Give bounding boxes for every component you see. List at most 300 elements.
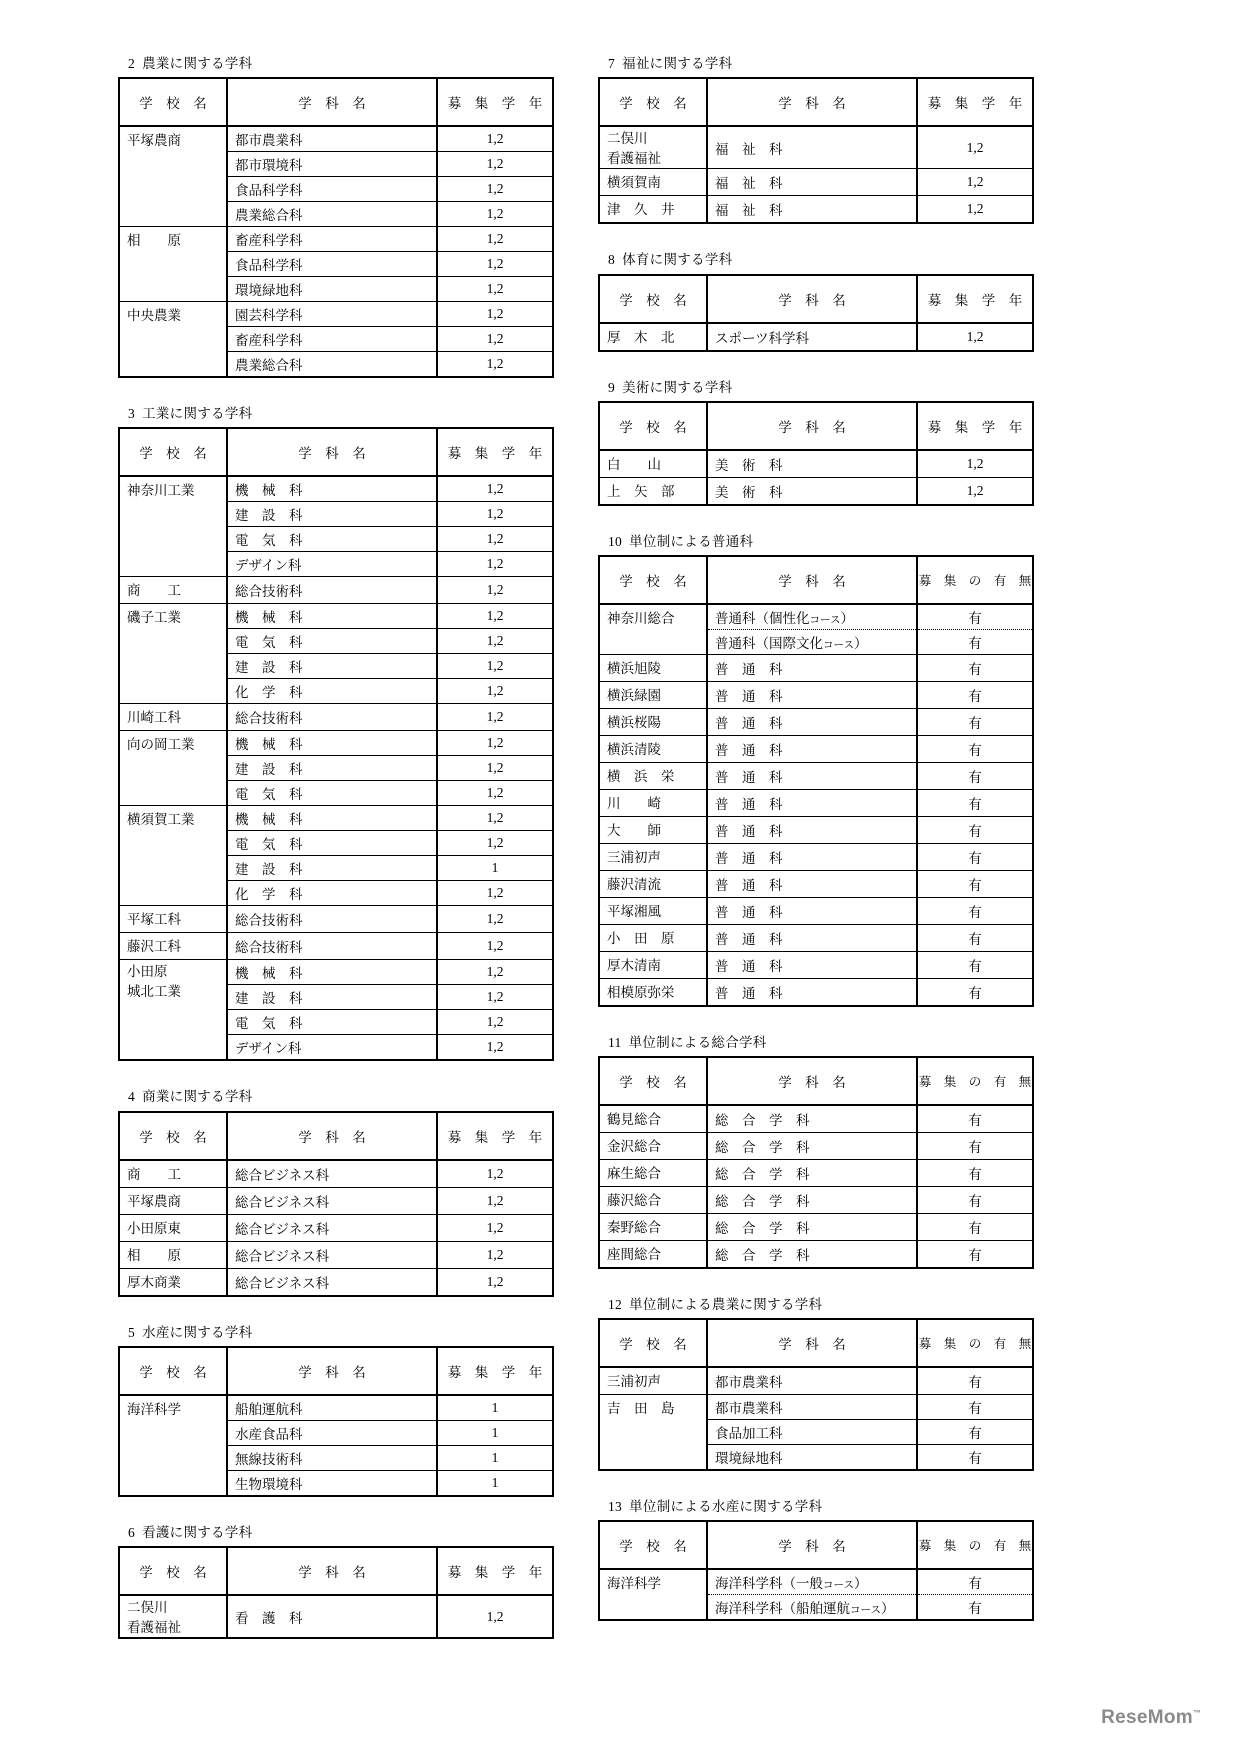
section-7 — [598, 56, 1032, 224]
cell-school-name: 鶴見総合 — [599, 1105, 707, 1133]
section-table — [598, 1056, 1034, 1269]
cell-recruit-value: 1,2 — [437, 552, 553, 577]
cell-recruit-value: 有 — [917, 816, 1033, 843]
cell-recruit-value: 有 — [917, 1160, 1033, 1187]
cell-department-name: 環境緑地科 — [707, 1445, 917, 1471]
cell-recruit-value: 有 — [917, 708, 1033, 735]
table-row — [599, 681, 1033, 708]
header-department-name: 学 科 名 — [707, 556, 917, 604]
section-number: 10 — [608, 533, 623, 549]
table-row — [599, 604, 1033, 630]
header-department-name: 学 科 名 — [227, 1347, 437, 1395]
cell-recruit-value: 有 — [917, 654, 1033, 681]
table-header-row — [119, 78, 553, 126]
section-title — [608, 1297, 1032, 1313]
cell-department-name: 園芸科学科 — [227, 302, 437, 327]
section-number: 12 — [608, 1297, 623, 1313]
cell-recruit-value: 1,2 — [437, 906, 553, 933]
section-table — [598, 555, 1034, 1007]
cell-department-name: 普 通 科 — [707, 843, 917, 870]
section-title — [608, 380, 1032, 396]
section-12 — [598, 1297, 1032, 1471]
header-recruit-grade: 募 集 学 年 — [437, 428, 553, 476]
table-row — [599, 1241, 1033, 1269]
cell-department-name: 普 通 科 — [707, 870, 917, 897]
cell-school-name: 麻生総合 — [599, 1160, 707, 1187]
cell-school-name: 二俣川 看護福祉 — [599, 126, 707, 169]
cell-recruit-value: 1,2 — [437, 1241, 553, 1268]
cell-school-name: 平塚農商 — [119, 126, 227, 227]
cell-school-name: 神奈川工業 — [119, 476, 227, 577]
header-school-name: 学 校 名 — [119, 1547, 227, 1595]
cell-department-name: 普 通 科 — [707, 978, 917, 1006]
cell-recruit-value: 1,2 — [437, 781, 553, 806]
table-header-row — [599, 1319, 1033, 1367]
cell-recruit-value: 1,2 — [437, 1035, 553, 1061]
table-row — [119, 476, 553, 502]
cell-department-name: 都市農業科 — [227, 126, 437, 152]
header-recruit-availability: 募 集 の 有 無 — [917, 1057, 1033, 1105]
cell-school-name: 横須賀南 — [599, 169, 707, 196]
section-number: 2 — [128, 56, 136, 71]
cell-school-name: 平塚湘風 — [599, 897, 707, 924]
section-number: 5 — [128, 1324, 136, 1340]
section-table — [598, 1318, 1034, 1471]
cell-department-name: 建 設 科 — [227, 856, 437, 881]
table-header-row — [599, 275, 1033, 323]
table-row — [599, 323, 1033, 351]
table-row — [119, 227, 553, 252]
header-recruit-grade: 募 集 学 年 — [437, 1347, 553, 1395]
cell-department-name: 機 械 科 — [227, 960, 437, 985]
cell-department-name: 畜産科学科 — [227, 227, 437, 252]
cell-recruit-value: 1,2 — [437, 604, 553, 629]
cell-department-name: 水産食品科 — [227, 1420, 437, 1445]
cell-recruit-value: 有 — [917, 1445, 1033, 1471]
cell-recruit-value: 有 — [917, 1395, 1033, 1420]
header-school-name: 学 校 名 — [119, 1347, 227, 1395]
table-header-row — [599, 402, 1033, 450]
cell-department-name: 普 通 科 — [707, 924, 917, 951]
header-school-name: 学 校 名 — [599, 1057, 707, 1105]
cell-recruit-value: 1,2 — [437, 227, 553, 252]
cell-department-name: 建 設 科 — [227, 756, 437, 781]
cell-recruit-value: 1,2 — [917, 169, 1033, 196]
section-number: 4 — [128, 1089, 136, 1105]
cell-department-name: 食品科学科 — [227, 252, 437, 277]
cell-school-name: 川崎工科 — [119, 704, 227, 731]
header-school-name: 学 校 名 — [599, 556, 707, 604]
table-row — [599, 1569, 1033, 1595]
table-row — [119, 577, 553, 604]
table-row — [119, 704, 553, 731]
section-table — [118, 1111, 554, 1297]
section-table — [118, 77, 554, 378]
cell-recruit-value: 1,2 — [437, 502, 553, 527]
table-row — [599, 870, 1033, 897]
cell-department-name: 電 気 科 — [227, 831, 437, 856]
cell-recruit-value: 1,2 — [437, 1010, 553, 1035]
section-title — [128, 1325, 552, 1341]
cell-department-name: 総合ビジネス科 — [227, 1214, 437, 1241]
cell-recruit-value: 1,2 — [437, 881, 553, 906]
section-title-text: 単位制による総合学科 — [628, 1034, 767, 1050]
cell-school-name: 横浜緑園 — [599, 681, 707, 708]
cell-department-name: 海洋科学科（一般コース） — [707, 1569, 917, 1595]
section-13 — [598, 1499, 1032, 1621]
table-row — [599, 735, 1033, 762]
table-row — [119, 1595, 553, 1638]
cell-department-name: 船舶運航科 — [227, 1395, 437, 1421]
cell-school-name: 磯子工業 — [119, 604, 227, 704]
section-11 — [598, 1035, 1032, 1269]
cell-school-name: 海洋科学 — [119, 1395, 227, 1496]
section-number: 13 — [608, 1499, 623, 1515]
cell-recruit-value: 1,2 — [437, 731, 553, 756]
cell-department-name: 福 祉 科 — [707, 126, 917, 169]
cell-recruit-value: 有 — [917, 1569, 1033, 1595]
cell-recruit-value: 1,2 — [437, 327, 553, 352]
section-title — [608, 56, 1032, 72]
cell-department-name: 普 通 科 — [707, 762, 917, 789]
cell-school-name: 小 田 原 — [599, 924, 707, 951]
cell-school-name: 三浦初声 — [599, 843, 707, 870]
section-title — [128, 56, 552, 72]
cell-school-name: 海洋科学 — [599, 1569, 707, 1620]
table-header-row — [599, 1521, 1033, 1569]
cell-department-name: 環境緑地科 — [227, 277, 437, 302]
cell-department-name: 普通科（国際文化コース） — [707, 629, 917, 654]
cell-recruit-value: 有 — [917, 604, 1033, 630]
section-title — [608, 252, 1032, 268]
cell-recruit-value: 有 — [917, 1367, 1033, 1395]
cell-school-name: 商 工 — [119, 577, 227, 604]
cell-department-name: 美 術 科 — [707, 450, 917, 478]
cell-department-name: 農業総合科 — [227, 352, 437, 378]
table-header-row — [119, 1547, 553, 1595]
section-3 — [118, 406, 552, 1061]
table-row — [599, 708, 1033, 735]
table-row — [599, 1133, 1033, 1160]
table-header-row — [599, 556, 1033, 604]
cell-recruit-value: 1,2 — [437, 527, 553, 552]
cell-recruit-value: 有 — [917, 1241, 1033, 1269]
cell-recruit-value: 有 — [917, 870, 1033, 897]
cell-department-name: 総合技術科 — [227, 704, 437, 731]
header-department-name: 学 科 名 — [707, 275, 917, 323]
cell-school-name: 三浦初声 — [599, 1367, 707, 1395]
header-department-name: 学 科 名 — [227, 1547, 437, 1595]
cell-recruit-value: 1,2 — [437, 177, 553, 202]
cell-department-name: 普 通 科 — [707, 681, 917, 708]
cell-recruit-value: 有 — [917, 1133, 1033, 1160]
cell-school-name: 大 師 — [599, 816, 707, 843]
cell-recruit-value: 1,2 — [437, 476, 553, 502]
section-number: 8 — [608, 252, 616, 268]
cell-department-name: 生物環境科 — [227, 1470, 437, 1496]
cell-recruit-value: 1,2 — [437, 1160, 553, 1188]
table-header-row — [599, 1057, 1033, 1105]
cell-department-name: 食品加工科 — [707, 1420, 917, 1445]
cell-department-name: 電 気 科 — [227, 527, 437, 552]
cell-school-name: 吉 田 島 — [599, 1395, 707, 1471]
section-5 — [118, 1325, 552, 1497]
cell-recruit-value: 1,2 — [437, 1595, 553, 1638]
cell-recruit-value: 1,2 — [917, 196, 1033, 224]
cell-recruit-value: 1,2 — [437, 679, 553, 704]
cell-school-name: 藤沢総合 — [599, 1187, 707, 1214]
cell-department-name: 都市農業科 — [707, 1367, 917, 1395]
table-row — [599, 654, 1033, 681]
cell-recruit-value: 1 — [437, 1420, 553, 1445]
section-table — [598, 77, 1034, 224]
section-table — [598, 401, 1034, 506]
cell-school-name: 二俣川 看護福祉 — [119, 1595, 227, 1638]
cell-recruit-value: 1,2 — [437, 126, 553, 152]
cell-department-name: 総合技術科 — [227, 906, 437, 933]
section-8 — [598, 252, 1032, 351]
cell-recruit-value: 1,2 — [437, 756, 553, 781]
section-title-text: 単位制による農業に関する学科 — [629, 1297, 823, 1313]
section-title-text: 単位制による普通科 — [629, 533, 754, 549]
cell-school-name: 藤沢工科 — [119, 933, 227, 960]
table-row — [599, 951, 1033, 978]
header-recruit-availability: 募 集 の 有 無 — [917, 556, 1033, 604]
cell-school-name: 相 原 — [119, 1241, 227, 1268]
cell-department-name: 総合ビジネス科 — [227, 1187, 437, 1214]
cell-department-name: 普 通 科 — [707, 816, 917, 843]
cell-department-name: 総合ビジネス科 — [227, 1160, 437, 1188]
cell-department-name: 総 合 学 科 — [707, 1241, 917, 1269]
cell-recruit-value: 有 — [917, 629, 1033, 654]
cell-department-name: 建 設 科 — [227, 654, 437, 679]
section-title-text: 美術に関する学科 — [622, 379, 733, 395]
table-row — [599, 169, 1033, 196]
cell-recruit-value: 1,2 — [437, 985, 553, 1010]
cell-recruit-value: 有 — [917, 789, 1033, 816]
header-department-name: 学 科 名 — [227, 78, 437, 126]
table-row — [119, 1395, 553, 1421]
table-row — [599, 1367, 1033, 1395]
cell-recruit-value: 有 — [917, 762, 1033, 789]
table-row — [119, 1268, 553, 1296]
section-title — [128, 1089, 552, 1105]
table-row — [119, 126, 553, 152]
table-row — [599, 1187, 1033, 1214]
cell-school-name: 横浜桜陽 — [599, 708, 707, 735]
table-header-row — [599, 78, 1033, 126]
cell-recruit-value: 1,2 — [437, 1268, 553, 1296]
cell-school-name: 藤沢清流 — [599, 870, 707, 897]
section-title-text: 水産に関する学科 — [142, 1324, 253, 1340]
section-table — [598, 274, 1034, 352]
cell-recruit-value: 1,2 — [437, 252, 553, 277]
section-title — [128, 1525, 552, 1541]
cell-recruit-value: 有 — [917, 1214, 1033, 1241]
cell-school-name: 小田原 城北工業 — [119, 960, 227, 1061]
header-recruit-grade: 募 集 学 年 — [437, 78, 553, 126]
cell-department-name: 総 合 学 科 — [707, 1160, 917, 1187]
header-school-name: 学 校 名 — [599, 1521, 707, 1569]
cell-recruit-value: 有 — [917, 897, 1033, 924]
header-school-name: 学 校 名 — [599, 402, 707, 450]
two-column-layout — [118, 56, 1131, 1667]
watermark — [1101, 1707, 1201, 1729]
left-column — [118, 56, 552, 1667]
header-school-name: 学 校 名 — [119, 1112, 227, 1160]
cell-department-name: 化 学 科 — [227, 881, 437, 906]
header-department-name: 学 科 名 — [227, 428, 437, 476]
cell-department-name: 普 通 科 — [707, 789, 917, 816]
cell-school-name: 神奈川総合 — [599, 604, 707, 655]
table-row — [119, 1187, 553, 1214]
cell-recruit-value: 1 — [437, 1470, 553, 1496]
cell-recruit-value: 1,2 — [437, 629, 553, 654]
cell-department-name: 福 祉 科 — [707, 196, 917, 224]
cell-school-name: 平塚工科 — [119, 906, 227, 933]
cell-school-name: 川 崎 — [599, 789, 707, 816]
header-recruit-grade: 募 集 学 年 — [917, 402, 1033, 450]
cell-department-name: 農業総合科 — [227, 202, 437, 227]
section-number: 11 — [608, 1034, 622, 1050]
cell-school-name: 金沢総合 — [599, 1133, 707, 1160]
table-row — [119, 933, 553, 960]
header-recruit-availability: 募 集 の 有 無 — [917, 1319, 1033, 1367]
cell-department-name: 総合ビジネス科 — [227, 1268, 437, 1296]
table-row — [119, 731, 553, 756]
cell-department-name: 建 設 科 — [227, 985, 437, 1010]
watermark-text: ReseMom — [1101, 1707, 1193, 1728]
table-row — [119, 1160, 553, 1188]
section-4 — [118, 1089, 552, 1296]
section-title-text: 農業に関する学科 — [142, 56, 253, 71]
cell-recruit-value: 1,2 — [437, 960, 553, 985]
header-recruit-grade: 募 集 学 年 — [437, 1547, 553, 1595]
section-table — [118, 427, 554, 1061]
cell-recruit-value: 1,2 — [917, 477, 1033, 505]
cell-school-name: 横浜旭陵 — [599, 654, 707, 681]
cell-recruit-value: 1,2 — [437, 152, 553, 177]
watermark-trademark-icon: ™ — [1193, 1708, 1201, 1718]
header-department-name: 学 科 名 — [707, 1057, 917, 1105]
cell-department-name: 看 護 科 — [227, 1595, 437, 1638]
section-title — [608, 534, 1032, 550]
cell-department-name: 普通科（個性化コース） — [707, 604, 917, 630]
cell-school-name: 厚木商業 — [119, 1268, 227, 1296]
header-recruit-grade: 募 集 学 年 — [437, 1112, 553, 1160]
section-title-text: 看護に関する学科 — [142, 1524, 253, 1540]
cell-recruit-value: 有 — [917, 735, 1033, 762]
header-school-name: 学 校 名 — [599, 78, 707, 126]
cell-recruit-value: 1,2 — [437, 277, 553, 302]
section-table — [598, 1520, 1034, 1621]
cell-recruit-value: 1,2 — [917, 450, 1033, 478]
table-header-row — [119, 428, 553, 476]
table-row — [599, 1160, 1033, 1187]
table-row — [599, 126, 1033, 169]
section-title-text: 単位制による水産に関する学科 — [629, 1499, 823, 1515]
table-row — [599, 789, 1033, 816]
table-row — [599, 897, 1033, 924]
section-number: 7 — [608, 56, 616, 71]
table-row — [599, 762, 1033, 789]
table-row — [599, 1214, 1033, 1241]
cell-school-name: 小田原東 — [119, 1214, 227, 1241]
cell-recruit-value: 有 — [917, 1105, 1033, 1133]
cell-recruit-value: 1 — [437, 1395, 553, 1421]
cell-recruit-value: 1,2 — [917, 126, 1033, 169]
cell-department-name: 機 械 科 — [227, 731, 437, 756]
cell-recruit-value: 有 — [917, 951, 1033, 978]
right-column — [598, 56, 1032, 1649]
cell-department-name: 電 気 科 — [227, 629, 437, 654]
table-row — [599, 477, 1033, 505]
section-title-text: 体育に関する学科 — [622, 252, 733, 268]
cell-department-name: 普 通 科 — [707, 708, 917, 735]
section-title — [608, 1499, 1032, 1515]
section-number: 3 — [128, 406, 136, 422]
cell-recruit-value: 1,2 — [437, 654, 553, 679]
cell-department-name: 食品科学科 — [227, 177, 437, 202]
table-row — [119, 302, 553, 327]
cell-department-name: 化 学 科 — [227, 679, 437, 704]
cell-department-name: 総 合 学 科 — [707, 1214, 917, 1241]
section-table — [118, 1346, 554, 1497]
cell-department-name: 機 械 科 — [227, 604, 437, 629]
cell-department-name: 総 合 学 科 — [707, 1105, 917, 1133]
section-number: 6 — [128, 1524, 136, 1540]
section-title — [128, 406, 552, 422]
cell-recruit-value: 有 — [917, 1187, 1033, 1214]
table-row — [599, 450, 1033, 478]
section-title-text: 工業に関する学科 — [142, 406, 253, 422]
table-row — [599, 816, 1033, 843]
cell-department-name: 普 通 科 — [707, 897, 917, 924]
cell-recruit-value: 1,2 — [437, 577, 553, 604]
cell-school-name: 中央農業 — [119, 302, 227, 378]
table-header-row — [119, 1112, 553, 1160]
cell-recruit-value: 1,2 — [437, 933, 553, 960]
cell-school-name: 秦野総合 — [599, 1214, 707, 1241]
table-row — [119, 806, 553, 831]
header-department-name: 学 科 名 — [707, 402, 917, 450]
table-row — [599, 196, 1033, 224]
cell-recruit-value: 1 — [437, 856, 553, 881]
table-row — [119, 1214, 553, 1241]
cell-school-name: 座間総合 — [599, 1241, 707, 1269]
cell-recruit-value: 1,2 — [437, 202, 553, 227]
cell-department-name: 海洋科学科（船舶運航コース） — [707, 1595, 917, 1621]
cell-recruit-value: 1 — [437, 1445, 553, 1470]
section-title-text: 商業に関する学科 — [142, 1089, 253, 1105]
header-recruit-grade: 募 集 学 年 — [917, 275, 1033, 323]
cell-department-name: 電 気 科 — [227, 781, 437, 806]
cell-department-name: 建 設 科 — [227, 502, 437, 527]
cell-department-name: スポーツ科学科 — [707, 323, 917, 351]
cell-recruit-value: 有 — [917, 1420, 1033, 1445]
cell-department-name: 普 通 科 — [707, 654, 917, 681]
cell-recruit-value: 1,2 — [437, 806, 553, 831]
cell-department-name: デザイン科 — [227, 552, 437, 577]
cell-department-name: 総合ビジネス科 — [227, 1241, 437, 1268]
cell-department-name: 総合技術科 — [227, 933, 437, 960]
header-school-name: 学 校 名 — [599, 1319, 707, 1367]
cell-school-name: 商 工 — [119, 1160, 227, 1188]
cell-school-name: 白 山 — [599, 450, 707, 478]
cell-department-name: 総 合 学 科 — [707, 1187, 917, 1214]
cell-recruit-value: 有 — [917, 978, 1033, 1006]
header-recruit-availability: 募 集 の 有 無 — [917, 1521, 1033, 1569]
